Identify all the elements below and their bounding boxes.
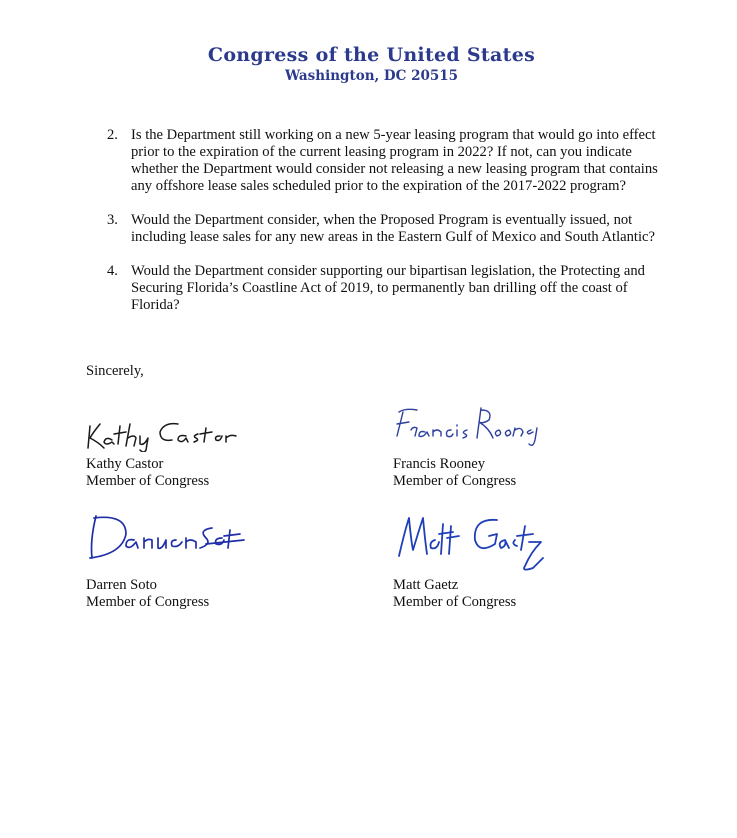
question-list	[86, 127, 666, 331]
question-text: Is the Department still working on a new 5-year leasing program that would go into effect prior to the expiration of the current leasing program in 2022? If not, can you indicate whether the Department would consider not releasing a new leasing program that contains any offshore lease sales scheduled prior to the expiration of the 2017-2022 program?	[131, 127, 658, 194]
question-text: Would the Department consider, when the Proposed Program is eventually issued, not including lease sales for any new areas in the Eastern Gulf of Mexico and South Atlantic?	[131, 212, 655, 245]
signatory-name: Kathy Castor	[86, 456, 164, 472]
signatory-title: Member of Congress	[393, 594, 517, 610]
question-number: 3.	[107, 212, 118, 228]
handwritten-signature-rooney	[393, 404, 543, 452]
letterhead	[0, 44, 737, 84]
signatory-title: Member of Congress	[86, 473, 210, 489]
handwritten-signature-soto	[86, 510, 246, 568]
question-number: 4.	[107, 263, 118, 279]
signatory-name: Francis Rooney	[393, 456, 486, 472]
signatory-title: Member of Congress	[393, 473, 517, 489]
list-item	[86, 212, 666, 246]
list-item	[86, 263, 666, 314]
handwritten-signature-gaetz	[393, 510, 548, 576]
letterhead-subtitle: Washington, DC 20515	[284, 68, 459, 84]
handwritten-signature-castor	[86, 410, 246, 452]
signatory-title: Member of Congress	[86, 594, 210, 610]
signatory-name: Matt Gaetz	[393, 577, 459, 593]
closing-salutation: Sincerely,	[86, 363, 144, 379]
signatory-name: Darren Soto	[86, 577, 157, 593]
question-text: Would the Department consider supporting our bipartisan legislation, the Protecting and Securing Florida’s Coastline Act of 2019, to permanently ban drilling off the coast of Florida?	[131, 263, 645, 313]
question-number: 2.	[107, 127, 118, 143]
list-item	[86, 127, 666, 195]
letterhead-title: Congress of the United States	[207, 44, 536, 66]
